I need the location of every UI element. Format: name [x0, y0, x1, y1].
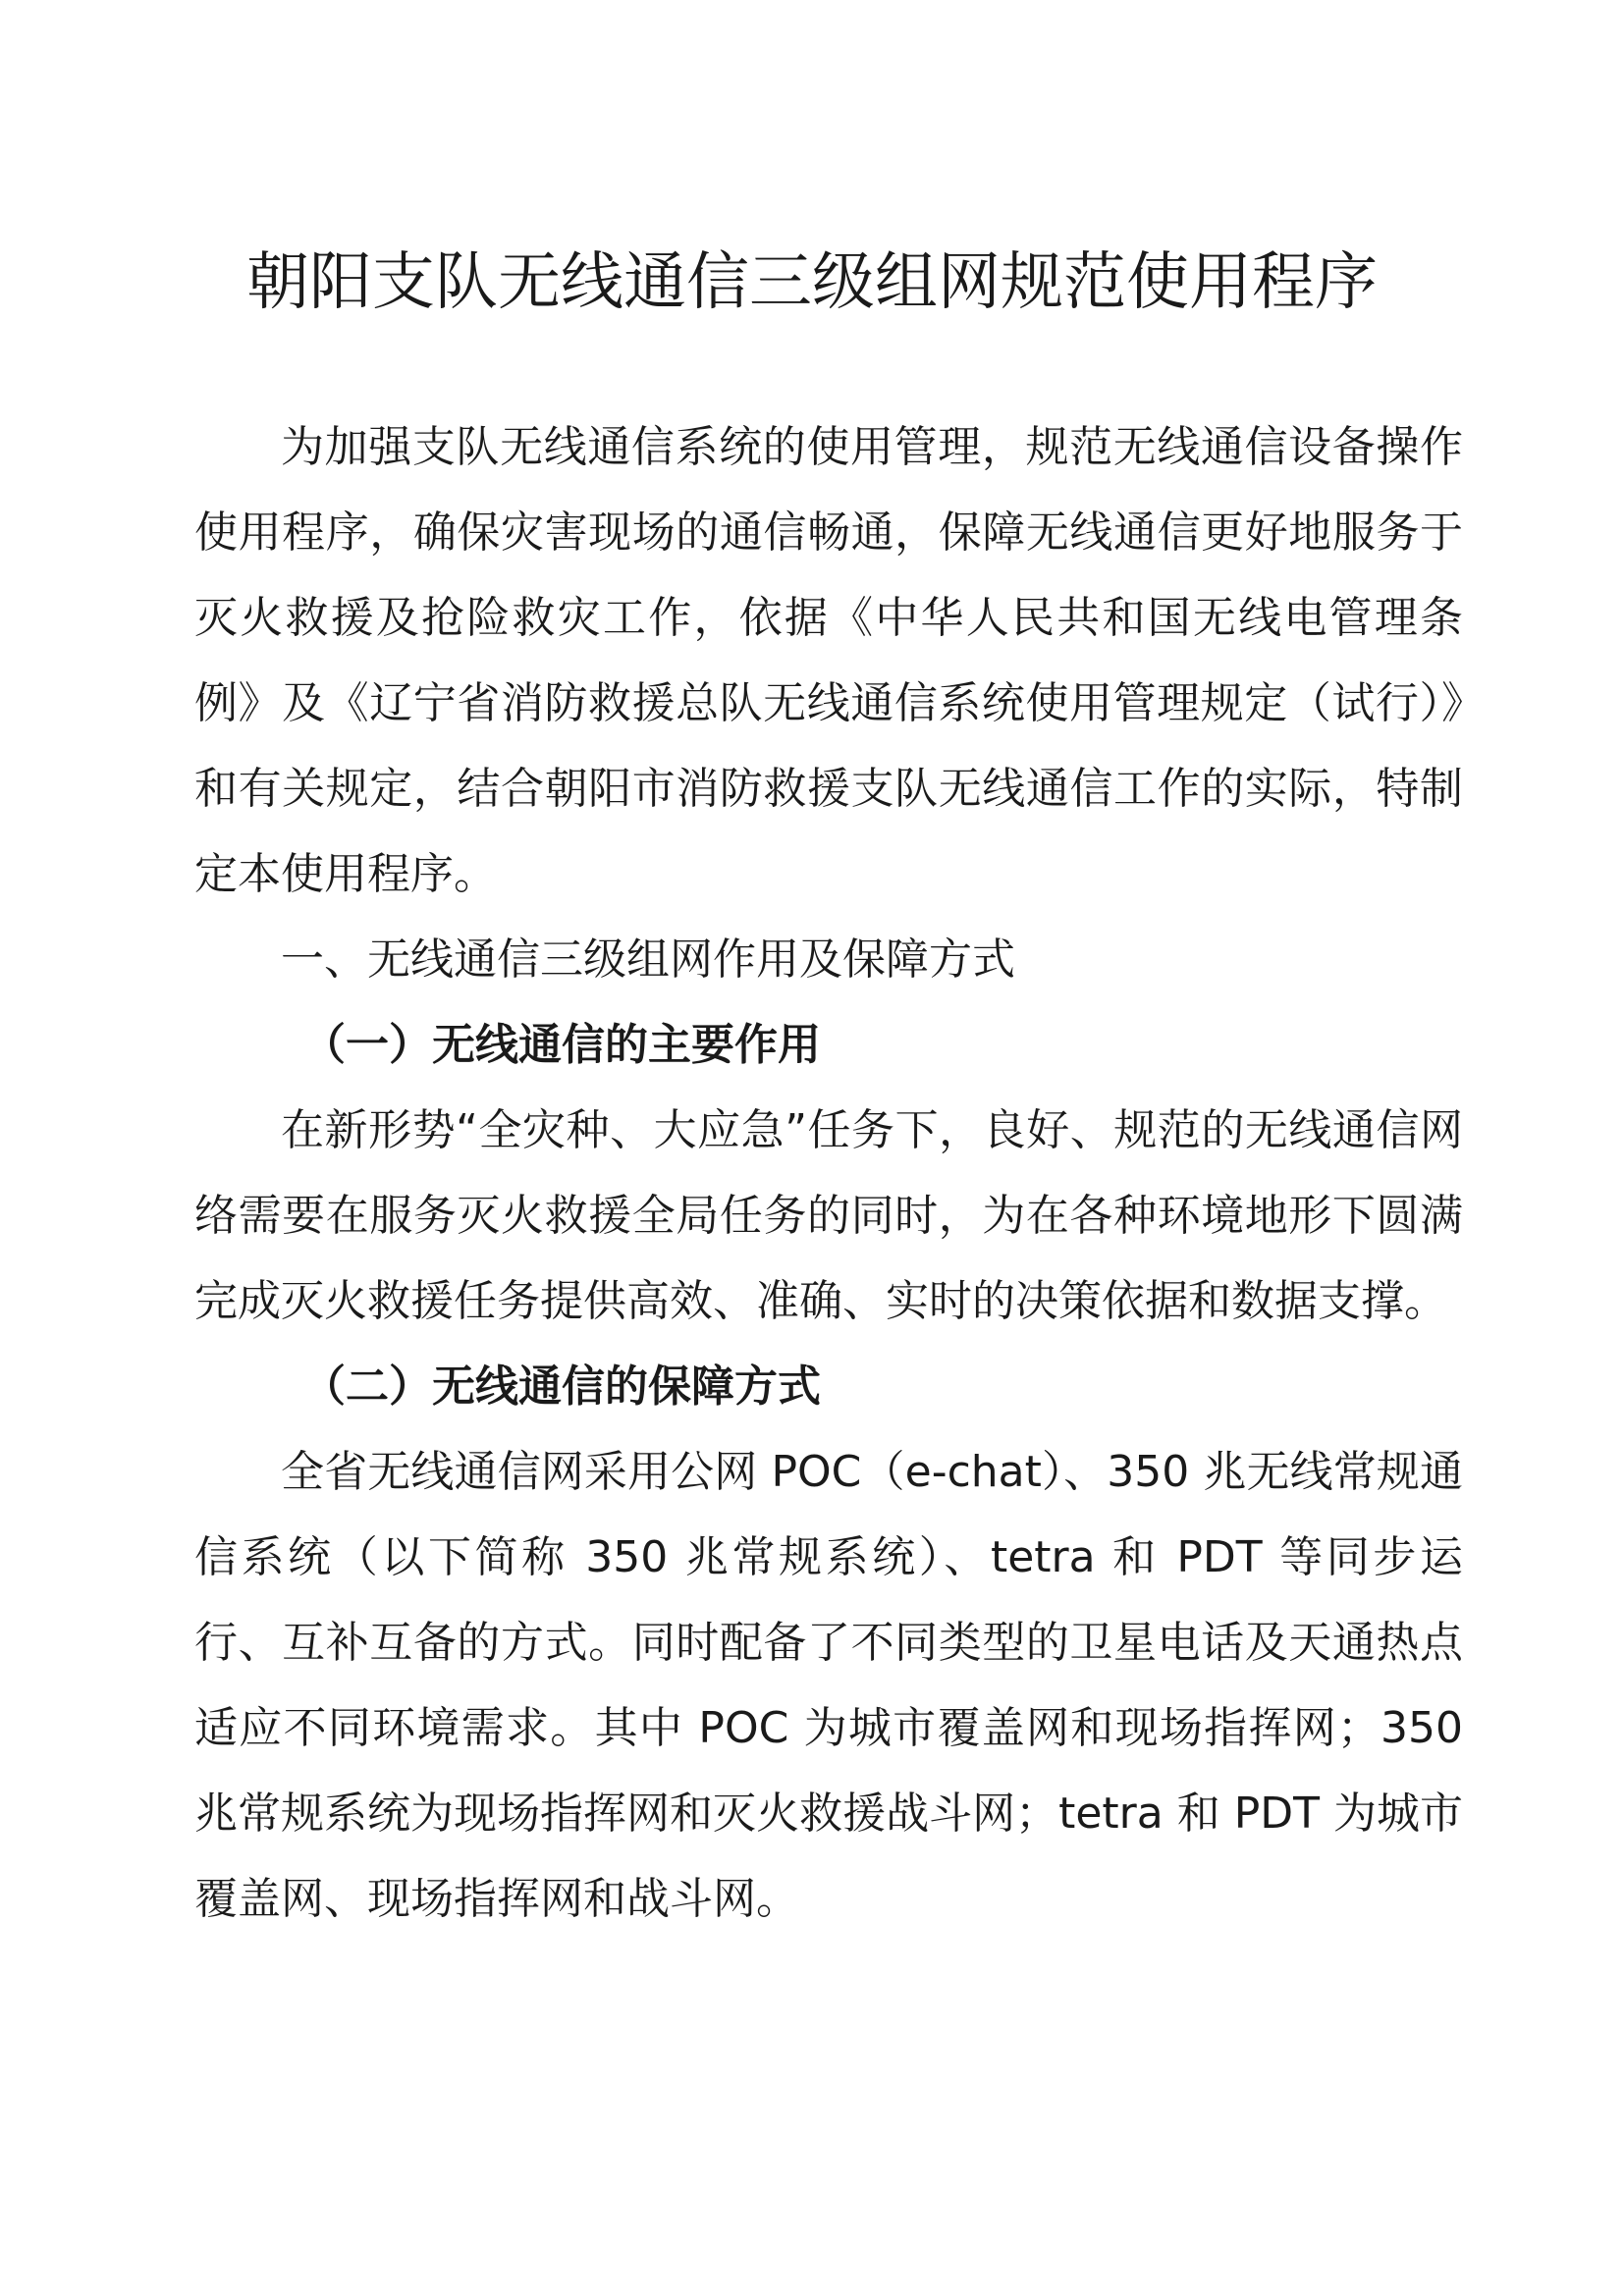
- document-body: [194, 404, 1463, 1942]
- subsection-1-heading: （一）无线通信的主要作用: [302, 1020, 821, 1070]
- section-1-heading: 一、无线通信三级组网作用及保障方式: [281, 934, 1015, 985]
- subsection-2-paragraph: 全省无线通信网采用公网 POC（e-chat）、350 兆无线常规通信系统（以下简称 350 兆常规系统）、tetra 和 PDT 等同步运行、互补互备的方式。同时配备了不同类型的卫星电话及天通热点适应不同环境需求。其中 POC 为城市覆盖网和现场指挥网；350 兆常规系统为现场指挥网和灭火救援战斗网；tetra 和 PDT 为城市覆盖网、现场指挥网和战斗网。: [194, 1447, 1463, 1924]
- document-title: 朝阳支队无线通信三级组网规范使用程序: [246, 246, 1378, 319]
- intro-paragraph: 为加强支队无线通信系统的使用管理，规范无线通信设备操作使用程序，确保灾害现场的通信畅通，保障无线通信更好地服务于灭火救援及抢险救灾工作，依据《中华人民共和国无线电管理条例》及《辽宁省消防救援总队无线通信系统使用管理规定（试行）》和有关规定，结合朝阳市消防救援支队无线通信工作的实际，特制定本使用程序。: [194, 422, 1463, 899]
- subsection-2-heading: （二）无线通信的保障方式: [302, 1362, 821, 1412]
- subsection-1-paragraph: 在新形势“全灾种、大应急”任务下，良好、规范的无线通信网络需要在服务灭火救援全局任务的同时，为在各种环境地形下圆满完成灭火救援任务提供高效、准确、实时的决策依据和数据支撑。: [194, 1105, 1463, 1326]
